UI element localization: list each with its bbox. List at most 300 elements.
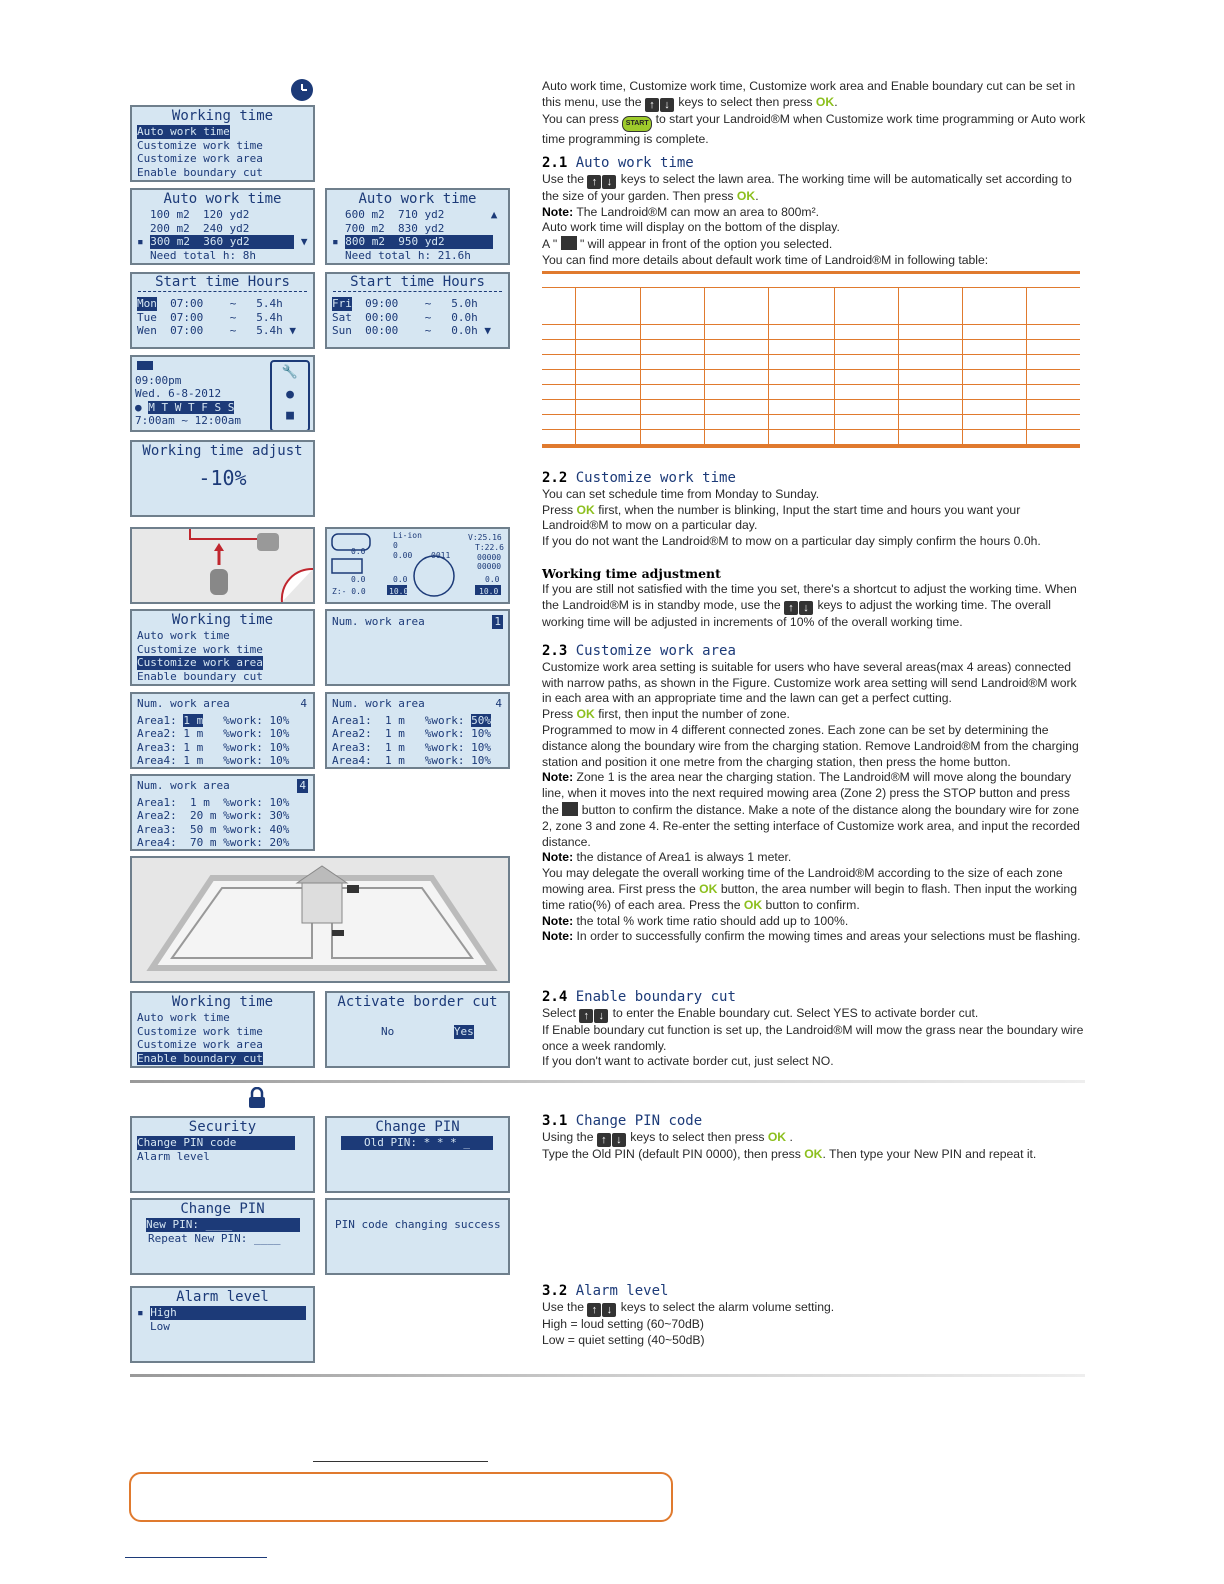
section-heading — [542, 644, 1087, 660]
working-time-menu-3 — [130, 991, 315, 1068]
screen-title: Num. work area — [137, 697, 230, 710]
status-b: 0.00 — [393, 551, 413, 560]
work-value: 10% — [269, 795, 290, 809]
table-cell — [898, 288, 962, 325]
menu-item-selected: Auto work time — [137, 125, 230, 138]
repeat-pin-field: Repeat New PIN: ____ — [148, 1231, 281, 1245]
intro-line: to start your Landroid®M when Customize work time programming or Auto work time programming is complete. — [542, 111, 1086, 146]
table-cell — [768, 340, 834, 355]
day-label: Sun — [332, 324, 352, 337]
total-hours: Need total h: 21.6h — [345, 248, 471, 262]
success-message: PIN code changing success — [335, 1218, 501, 1231]
num-work-area-screen-2 — [130, 692, 315, 769]
para: button to confirm the distance. Make a note of the distance along the boundary wire for zone 2, zone 3 and zone 4. Re-enter the setting interface of Customize work area, and input the recorded distance. — [542, 802, 1080, 849]
table-cell — [1026, 340, 1080, 355]
start-value: 00:00 — [365, 324, 399, 337]
screen-title: Working time adjust — [142, 443, 303, 459]
table-cell — [898, 415, 962, 430]
down-key-icon: ↓ — [660, 98, 674, 112]
section-divider — [130, 1374, 1085, 1377]
section-heading — [542, 1284, 1087, 1300]
num-work-area-screen-3 — [325, 692, 510, 769]
menu-item: Customize work time — [137, 138, 263, 152]
screen-title: Num. work area — [332, 615, 425, 628]
day-row: Wen 07:00 ~ 5.4h ▼ — [137, 324, 296, 337]
area-distance: 1 m — [385, 727, 405, 740]
ok-label: OK — [576, 502, 595, 517]
work-value: 10% — [269, 727, 290, 740]
area-count: 4 — [495, 697, 502, 710]
standby-range: 7:00am ~ 12:00am — [135, 414, 241, 427]
table-cell — [704, 400, 768, 415]
working-time-adjustment — [542, 566, 1087, 630]
down-key-icon: ↓ — [612, 1133, 626, 1147]
list-item-selected: ▪ 800 m2 950 yd2 — [327, 235, 508, 249]
table-cell — [576, 415, 640, 430]
para: If you do not want the Landroid®M to mow on a particular day simply confirm the hours 0.0h. — [542, 534, 1041, 549]
table-cell — [542, 370, 576, 385]
area-label: Area3: — [137, 740, 177, 754]
diagnostic-screen — [325, 527, 510, 604]
ok-label: OK — [699, 881, 718, 896]
section-2-3 — [542, 644, 1087, 945]
para: the total % work time ratio should add up to 100%. — [576, 913, 849, 928]
table-cell — [640, 430, 704, 445]
garden-zones-illustration — [130, 856, 510, 983]
work-value: 40% — [269, 822, 290, 836]
days-selected: M T W T F S S — [148, 400, 235, 414]
day-label: Tue — [137, 310, 157, 324]
day-row — [327, 297, 508, 311]
screen-title: Working time — [171, 612, 274, 628]
area-distance: 20 m — [190, 809, 217, 822]
status-e: 00000 — [477, 562, 502, 571]
area-count: 4 — [299, 779, 306, 792]
table-cell — [542, 385, 576, 400]
section-title: Customize work time — [575, 470, 736, 486]
default-work-time-table — [542, 271, 1080, 448]
footer-box — [129, 1472, 673, 1522]
area-row — [132, 796, 313, 810]
menu-item: Alarm level — [137, 1149, 210, 1163]
area-label: Area2: — [332, 727, 372, 740]
para: If Enable boundary cut function is set up, the Landroid®M will mow the grass near the boundary wire once a week randomly. — [542, 1022, 1084, 1053]
work-value: 10% — [269, 713, 290, 727]
table-cell — [576, 400, 640, 415]
table-cell — [576, 355, 640, 370]
table-cell — [768, 325, 834, 340]
table-cell — [1026, 400, 1080, 415]
table-cell — [640, 325, 704, 340]
hours-value: 0.0h — [451, 324, 478, 337]
table-cell — [640, 288, 704, 325]
table-cell — [640, 370, 704, 385]
para: Programmed to mow in 4 different connected zones. Each zone can be set by determining the distance along the boundary wire from the charging station. Remove Landroid®M from the charging station and position it one metre from the charging station, then press the home button. — [542, 722, 1079, 769]
list-item: 700 m2 830 yd2 — [345, 221, 445, 235]
standby-time: 09:00pm — [135, 373, 182, 387]
para: button, the area number will begin to flash. Then input the working time ratio(%) of each area. Press the — [542, 881, 1077, 912]
table-cell — [768, 385, 834, 400]
up-key-icon: ↑ — [587, 175, 601, 189]
para: button to confirm. — [765, 897, 860, 912]
work-value: 10% — [269, 740, 290, 754]
area-label: Area4: — [137, 754, 177, 767]
work-value: 30% — [269, 809, 290, 822]
table-cell — [834, 415, 898, 430]
screen-title: Security — [188, 1119, 257, 1135]
day-row — [132, 311, 313, 325]
area-label: Area4: — [137, 836, 177, 849]
list-item: 200 m2 240 yd2 — [150, 221, 250, 235]
table-cell — [898, 400, 962, 415]
note-label: Note: — [542, 850, 574, 865]
day-row: Sun 00:00 ~ 0.0h ▼ — [332, 324, 491, 337]
para: Using the — [542, 1129, 594, 1144]
status-l4: 0.0 — [485, 575, 500, 584]
table-cell — [898, 340, 962, 355]
area-label: Area3: — [137, 822, 177, 836]
table-cell — [834, 385, 898, 400]
lock-icon: ■ — [286, 408, 294, 423]
area-distance: 1 m — [385, 754, 405, 767]
area-row — [132, 714, 313, 728]
old-pin-row — [327, 1136, 508, 1150]
note-label: Note: — [542, 204, 574, 219]
table-cell — [1026, 415, 1080, 430]
table-cell — [640, 355, 704, 370]
status-l1: 0.0 — [351, 547, 366, 556]
table-cell — [576, 430, 640, 445]
area-label: Area2: — [137, 809, 177, 822]
tilde: ~ — [424, 310, 432, 324]
work-label: %work: — [223, 754, 263, 767]
table-cell — [834, 340, 898, 355]
menu-item — [132, 1052, 313, 1066]
work-value: 20% — [269, 836, 290, 849]
work-label: %work: — [424, 713, 465, 727]
para: A " — [542, 237, 558, 252]
clock-icon: ● — [286, 387, 294, 402]
para: keys to select the alarm volume setting. — [620, 1299, 835, 1314]
table-cell — [898, 430, 962, 445]
para: Use the — [542, 171, 585, 186]
table-cell — [640, 340, 704, 355]
area-row — [132, 727, 313, 741]
no-option: No — [381, 1025, 395, 1038]
table-cell — [1026, 325, 1080, 340]
table-cell — [1026, 288, 1080, 325]
standby-date: Wed. 6-8-2012 — [135, 387, 222, 400]
table-cell — [704, 385, 768, 400]
ok-label: OK — [767, 1129, 787, 1144]
area-label: Area1: — [332, 713, 372, 727]
intro-text: Auto work time, Customize work time, Customize work area and Enable boundary cut can be set in this menu, use the ↑ ↓ keys to select then press OK. You can press START to start your Landroid®M when Customize work time programming or Auto work time programming is complete. — [542, 79, 1086, 146]
ok-label: OK — [743, 897, 763, 912]
work-value: 10% — [471, 740, 491, 754]
para: If you don't want to activate border cut, just select NO. — [542, 1054, 834, 1069]
table-row — [542, 430, 1080, 445]
change-pin-screen-2 — [130, 1198, 315, 1275]
table-row — [542, 370, 1080, 385]
menu-item: Enable boundary cut — [137, 165, 263, 179]
battery-label: Li-ion — [393, 531, 422, 540]
down-key-icon: ↓ — [602, 1303, 616, 1317]
list-item-text: 600 m2 710 yd2 — [345, 208, 445, 221]
hours-value: 5.4h — [256, 297, 283, 310]
new-pin-row — [132, 1218, 313, 1232]
area-row — [327, 714, 508, 728]
table-cell — [704, 355, 768, 370]
menu-item: Customize work area — [137, 1038, 263, 1051]
section-heading — [542, 471, 1087, 487]
work-value: 10% — [471, 754, 491, 767]
intro-line: You can press — [542, 111, 619, 126]
area-row — [132, 754, 313, 768]
screen-title: Num. work area — [137, 779, 230, 792]
work-label: %work: — [223, 795, 263, 809]
table-cell — [962, 385, 1026, 400]
table-row — [542, 400, 1080, 415]
menu-item: Auto work time — [137, 629, 230, 642]
table-cell — [898, 370, 962, 385]
intro-line: Auto work time, Customize work time, Customize work area and Enable boundary cut can be set in this menu, use the — [542, 79, 1076, 109]
table-cell — [962, 370, 1026, 385]
down-key-icon: ↓ — [799, 601, 813, 615]
hours-value: 5.4h — [256, 310, 283, 324]
start-time-screen-1 — [130, 272, 315, 349]
menu-item — [132, 125, 313, 139]
table-cell — [962, 355, 1026, 370]
ok-label: OK — [736, 188, 756, 203]
border-cut-screen — [325, 991, 510, 1068]
table-cell — [640, 385, 704, 400]
table-cell — [640, 415, 704, 430]
table-cell — [1026, 370, 1080, 385]
work-label: %work: — [223, 822, 263, 836]
tilde: ~ — [229, 310, 237, 324]
para: You can set schedule time from Monday to Sunday. — [542, 486, 820, 501]
table-cell — [768, 288, 834, 325]
menu-item-selected: High — [150, 1306, 306, 1320]
table-cell — [1026, 385, 1080, 400]
area-count: 4 — [300, 697, 307, 710]
note-label: Note: — [542, 913, 574, 928]
table-cell — [962, 340, 1026, 355]
section-title: Change PIN code — [575, 1113, 703, 1129]
work-value: 50% — [471, 713, 491, 727]
screen-title: Change PIN — [180, 1201, 265, 1217]
table-cell — [542, 400, 576, 415]
area-distance: 1 m — [183, 713, 204, 727]
tilde: ~ — [229, 324, 237, 337]
table-cell — [898, 385, 962, 400]
num-area-row — [132, 694, 313, 711]
day-label: Fri — [332, 297, 352, 310]
para: . Then type your New PIN and repeat it. — [822, 1146, 1037, 1161]
para: Select — [542, 1005, 576, 1020]
work-value: 10% — [269, 754, 290, 767]
selection-marker-icon — [561, 236, 577, 250]
table-cell — [704, 430, 768, 445]
section-3-1: 3.1 Change PIN code Using the ↑ ↓ keys to select then press OK . Type the Old PIN (default PIN 0000), then press OK. Then type your New PIN and repeat it. — [542, 1114, 1087, 1163]
up-key-icon: ↑ — [597, 1133, 611, 1147]
section-title: Customize work area — [575, 643, 736, 659]
para: keys to adjust the working time. The overall working time will be adjusted in increments of 10% of the overall working time. — [542, 597, 1051, 629]
clock-icon — [291, 79, 313, 101]
table-cell — [834, 430, 898, 445]
start-value: 07:00 — [170, 324, 204, 337]
area-distance: 1 m — [190, 795, 210, 809]
down-key-icon: ↓ — [602, 175, 616, 189]
para: the distance of Area1 is always 1 meter. — [576, 850, 792, 865]
menu-item: Auto work time — [137, 1011, 230, 1024]
intro-line: keys to select then press — [678, 94, 813, 109]
section-title: Alarm level — [575, 1283, 669, 1299]
para: High = loud setting (60~70dB) — [542, 1316, 704, 1331]
yes-option: Yes — [453, 1025, 474, 1038]
para: You may delegate the overall working time of the Landroid®M according to the size of each zone mowing area. First press the — [542, 866, 1063, 896]
start-value: 00:00 — [365, 310, 399, 324]
area-label: Area1: — [137, 713, 177, 727]
hours-value: 5.4h — [256, 324, 283, 337]
table-row — [542, 288, 1080, 325]
selected-value: 300 m2 360 yd2 — [150, 235, 294, 249]
total-hours: Need total h: 8h — [150, 248, 256, 262]
table-cell — [768, 415, 834, 430]
working-time-menu-1 — [130, 105, 315, 182]
section-number: 2.1 — [542, 155, 568, 171]
para: Low = quiet setting (40~50dB) — [542, 1332, 705, 1347]
ok-label: OK — [815, 94, 835, 109]
table-row — [542, 355, 1080, 370]
table-cell — [768, 400, 834, 415]
para: In order to successfully confirm the mowing times and areas your selections must be flashing. — [576, 929, 1081, 944]
table-row — [542, 415, 1080, 430]
table-cell — [576, 325, 640, 340]
status-l2: 0.0 — [351, 575, 366, 584]
up-key-icon: ↑ — [784, 601, 798, 615]
num-area-row — [327, 611, 508, 629]
menu-item — [132, 656, 313, 670]
area-label: Area4: — [332, 754, 372, 767]
yes-no-row — [327, 1025, 508, 1039]
section-number: 2.4 — [542, 989, 568, 1005]
tilde: ~ — [424, 297, 432, 310]
work-label: %work: — [223, 727, 263, 740]
area-row — [132, 809, 313, 823]
menu-item: Customize work time — [137, 1024, 263, 1038]
status-a: 0 — [393, 541, 398, 550]
menu-item: Enable boundary cut — [137, 669, 263, 683]
area-distance: 1 m — [385, 713, 405, 727]
screen-title: Start time Hours — [138, 274, 307, 292]
area-row — [327, 754, 508, 768]
screen-title: Start time Hours — [333, 274, 502, 292]
menu-item-selected: Change PIN code — [137, 1136, 295, 1150]
menu-item: Customize work time — [137, 642, 263, 656]
area-row — [132, 823, 313, 837]
working-time-adjust-screen — [130, 440, 315, 517]
area-distance: 1 m — [183, 727, 204, 740]
para: keys to select the lawn area. The working time will be automatically set according to the size of your garden. Then press — [542, 171, 1072, 203]
old-pin-field: Old PIN: * * * _ — [341, 1136, 493, 1150]
table-cell — [576, 370, 640, 385]
days-row: ● M T W T F S S — [135, 400, 235, 414]
section-heading — [542, 156, 1087, 172]
para: keys to select then press — [630, 1129, 765, 1144]
area-distance: 70 m — [190, 836, 217, 849]
subheading: Working time adjustment — [542, 566, 721, 581]
status-c: 0011 — [431, 551, 451, 560]
area-label: Area2: — [137, 727, 177, 740]
table-cell — [542, 430, 576, 445]
num-work-area-screen-4 — [130, 774, 315, 851]
standby-screen — [130, 355, 315, 432]
menu-item — [132, 1136, 313, 1150]
para: If you are still not satisfied with the time you set, there's a shortcut to adjust the working time. When the Landroid®M is in standby mode, use the — [542, 581, 1077, 612]
para: Auto work time will display on the bottom of the display. — [542, 220, 840, 235]
table-cell — [704, 340, 768, 355]
auto-work-time-screen-2 — [325, 188, 510, 265]
table-cell — [704, 288, 768, 325]
section-divider — [130, 1080, 1085, 1083]
para: " will appear in front of the option you selected. — [579, 237, 833, 252]
table-cell — [542, 325, 576, 340]
table-cell — [542, 288, 576, 325]
screen-title: Alarm level — [176, 1289, 269, 1305]
table-cell — [898, 355, 962, 370]
status-z: Z:- 0.0 — [332, 587, 366, 596]
para: first, when the number is blinking, Input the start time and hours you want your Landroid®M to mow on a particular day. — [542, 502, 1021, 533]
table-cell — [542, 415, 576, 430]
day-label: Wen — [137, 324, 157, 337]
work-label: %work: — [424, 727, 465, 740]
table-cell — [962, 325, 1026, 340]
status-l3: 0.0 — [393, 575, 408, 584]
table-cell — [704, 415, 768, 430]
tilde: ~ — [424, 324, 432, 337]
area-row — [327, 727, 508, 741]
area-row — [132, 836, 313, 850]
section-title: Enable boundary cut — [575, 989, 736, 1005]
status-d: 00000 — [477, 553, 502, 562]
boundary-wire-illustration — [130, 527, 315, 604]
auto-work-time-screen-1 — [130, 188, 315, 265]
menu-item: ▪ High — [132, 1306, 313, 1320]
area-distance: 1 m — [183, 740, 204, 754]
table-cell — [542, 340, 576, 355]
note-label: Note: — [542, 770, 574, 785]
area-row — [132, 741, 313, 755]
table-cell — [962, 288, 1026, 325]
table-cell — [962, 400, 1026, 415]
section-number: 3.2 — [542, 1283, 568, 1299]
section-heading — [542, 1114, 1087, 1130]
section-2-4 — [542, 990, 1087, 1070]
footer-link-line — [125, 1557, 267, 1558]
table-cell — [768, 430, 834, 445]
table-cell — [704, 370, 768, 385]
table-cell — [576, 340, 640, 355]
para: to enter the Enable boundary cut. Select YES to activate border cut. — [612, 1005, 979, 1020]
table-cell — [962, 430, 1026, 445]
screen-title: Working time — [171, 994, 274, 1010]
para: Press — [542, 707, 574, 722]
screen-title: Num. work area — [332, 697, 425, 710]
section-number: 2.3 — [542, 643, 568, 659]
num-area-row — [327, 694, 508, 711]
table-row — [542, 385, 1080, 400]
